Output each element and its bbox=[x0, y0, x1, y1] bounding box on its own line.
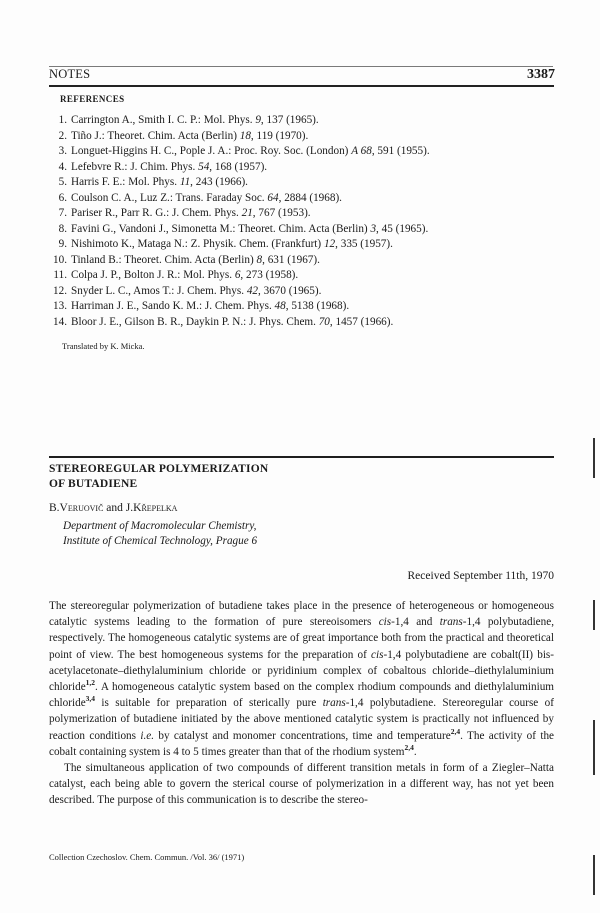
reference-item: 3. Longuet-Higgins H. C., Pople J. A.: Proc. Roy. Soc. (London) A 68, 591 (1955). bbox=[58, 145, 430, 157]
scan-edge-mark bbox=[593, 600, 595, 630]
reference-item: 10. Tinland B.: Theoret. Chim. Acta (Berlin) 8, 631 (1967). bbox=[53, 253, 320, 266]
journal-citation-footer: Collection Czechoslov. Chem. Commun. /Vol. 36/ (1971) bbox=[49, 852, 245, 862]
authors: B.Veruovič and J.Křepelka bbox=[49, 502, 178, 514]
author-1: Veruovič bbox=[59, 502, 104, 514]
reference-item: 1. Carrington A., Smith I. C. P.: Mol. Phys. 9, 137 (1965). bbox=[58, 114, 319, 126]
scan-edge-mark bbox=[593, 720, 595, 775]
reference-item: 8. Favini G., Vandoni J., Simonetta M.: Theoret. Chim. Acta (Berlin) 3, 45 (1965). bbox=[58, 222, 429, 235]
references-list bbox=[50, 113, 550, 330]
citation-ref: 3,4 bbox=[85, 694, 96, 704]
reference-item: 11. Colpa J. P., Bolton J. R.: Mol. Phys. 6, 273 (1958). bbox=[53, 269, 299, 281]
affiliation: Department of Macromolecular Chemistry, Institute of Chemical Technology, Prague 6 bbox=[63, 520, 258, 547]
citation-ref: 2,4 bbox=[450, 726, 461, 736]
running-head bbox=[49, 67, 555, 83]
scan-edge-mark bbox=[593, 855, 595, 895]
citation-ref: 2,4 bbox=[404, 742, 414, 752]
reference-item: 7. Pariser R., Parr R. G.: J. Chem. Phys. 21, 767 (1953). bbox=[58, 207, 311, 219]
scan-edge-mark bbox=[593, 438, 595, 478]
reference-item: 6. Coulson C. A., Luz Z.: Trans. Faraday Soc. 64, 2884 (1968). bbox=[58, 191, 342, 204]
received-date: Received September 11th, 1970 bbox=[407, 570, 554, 582]
page-number: 3387 bbox=[527, 67, 555, 82]
reference-item: 9. Nishimoto K., Mataga N.: Z. Physik. Chem. (Frankfurt) 12, 335 (1957). bbox=[58, 238, 393, 250]
article-body bbox=[49, 598, 554, 809]
reference-item: 2. Tiño J.: Theoret. Chim. Acta (Berlin) 18, 119 (1970). bbox=[58, 129, 309, 142]
article-title: STEREOREGULAR POLYMERIZATION OF BUTADIENE bbox=[49, 463, 269, 490]
paragraph-1: The stereoregular polymerization of butadiene takes place in the presence of heterogeneous or homogeneous catalytic systems leading to the formation of pure stereoisomers cis-1,4 and trans-1,4 polybutadiene, respectively. The homogeneous catalytic systems are of great importance both from the practical and theoretical point of view. The best homogeneous systems for the preparation of cis-1,4 polybutadiene are cobalt(II) bis-acetylacetonate–diethylaluminium chloride or pyridinium complex of cobaltous chloride–diethylaluminium chloride$^{1,2}$. A homogeneous catalytic system based on the complex rhodium compounds and diethylaluminium chloride$^{3,4}$ is suitable for preparation of sterically pure trans-1,4 polybutadiene. Stereoregular course of polymerization of butadiene initiated by the above mentioned catalytic system is practically not influenced by reaction conditions i.e. by catalyst and monomer concentrations, time and temperature$^{2,4}$. The activity of the cobalt containing system is 4 to 5 times greater than that of the rhodium system$^{2,4}$. bbox=[49, 600, 555, 758]
reference-item: 13. Harriman J. E., Sando K. M.: J. Chem. Phys. 48, 5138 (1968). bbox=[53, 300, 350, 312]
paragraph-2: The simultaneous application of two compounds of different transition metals in form of a Ziegler–Natta catalyst, each being able to govern the sterical course of polymerization in a different way, has not yet been described. The purpose of this communication is to describe the stereo- bbox=[49, 762, 554, 807]
section-label: NOTES bbox=[49, 67, 91, 81]
translator-credit: Translated by K. Micka. bbox=[62, 341, 145, 351]
reference-item: 4. Lefebvre R.: J. Chim. Phys. 54, 168 (1957). bbox=[58, 160, 268, 173]
header-rule bbox=[49, 85, 554, 87]
author-2: Křepelka bbox=[133, 502, 178, 514]
reference-item: 12. Snyder L. C., Amos T.: J. Chem. Phys. 42, 3670 (1965). bbox=[53, 284, 322, 297]
reference-item: 14. Bloor J. E., Gilson B. R., Daykin P. N.: J. Phys. Chem. 70, 1457 (1966). bbox=[53, 315, 394, 328]
reference-item: 5. Harris F. E.: Mol. Phys. 11, 243 (1966). bbox=[58, 176, 248, 188]
citation-ref: 1,2 bbox=[85, 678, 96, 688]
references-heading: REFERENCES bbox=[60, 94, 125, 104]
article-separator-rule bbox=[49, 456, 554, 458]
